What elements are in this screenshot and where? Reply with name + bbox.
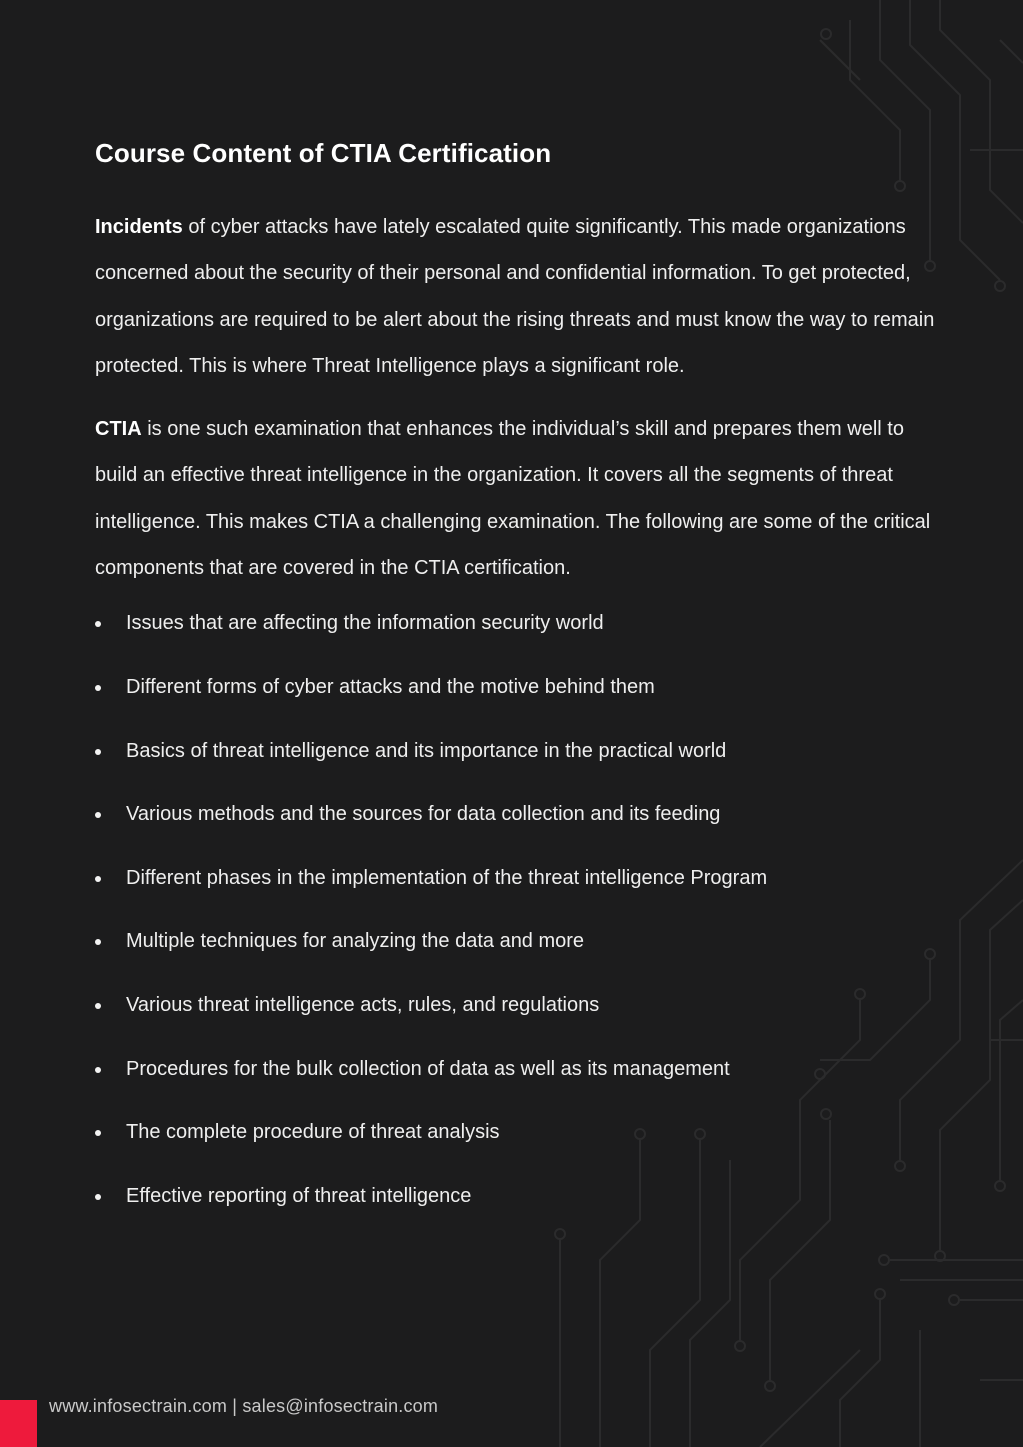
footer-contact-links[interactable]: www.infosectrain.com | sales@infosectrain.com <box>49 1396 439 1416</box>
list-item <box>95 672 935 736</box>
list-item-text: Various threat intelligence acts, rules, and regulations <box>126 993 600 1016</box>
list-item <box>95 736 935 800</box>
bullet-icon <box>95 812 101 818</box>
list-item <box>95 608 935 672</box>
list-item-text: Multiple techniques for analyzing the data and more <box>126 930 585 953</box>
list-item-text: Different forms of cyber attacks and the motive behind them <box>126 675 655 698</box>
paragraph-text: of cyber attacks have lately escalated quite significantly. This made organizations concerned about the security of their personal and confidential information. To get protected, organizations are required to be alert about the rising threats and must know the way to remain protected. This is where Threat Intelligence plays a significant role. <box>95 216 935 377</box>
paragraph-text: is one such examination that enhances the individual’s skill and prepares them well to build an effective threat intelligence in the organization. It covers all the segments of threat intelligence. This makes CTIA a challenging examination. The following are some of the critical components that are covered in the CTIA certification. <box>95 418 931 580</box>
bullet-icon <box>95 939 101 945</box>
intro-paragraph <box>95 204 935 389</box>
bullet-icon <box>95 1194 101 1200</box>
list-item <box>95 863 935 927</box>
list-item-text: Effective reporting of threat intelligence <box>126 1184 472 1207</box>
list-item-text: The complete procedure of threat analysis <box>126 1121 500 1144</box>
bullet-icon <box>95 1003 101 1009</box>
list-item-text: Procedures for the bulk collection of data as well as its management <box>126 1057 730 1080</box>
paragraph-lead-word: Incidents <box>95 216 183 238</box>
course-components-list <box>95 608 935 1244</box>
bullet-icon <box>95 1130 101 1136</box>
bullet-icon <box>95 876 101 882</box>
bullet-icon <box>95 621 101 627</box>
paragraph-lead-word: CTIA <box>95 418 142 441</box>
list-item <box>95 1054 935 1118</box>
page-title: Course Content of CTIA Certification <box>95 138 552 168</box>
bullet-icon <box>95 749 101 755</box>
list-item <box>95 926 935 990</box>
list-item <box>95 1181 935 1245</box>
list-item-text: Basics of threat intelligence and its importance in the practical world <box>126 739 727 762</box>
list-item-text: Issues that are affecting the information security world <box>126 612 604 635</box>
ctia-paragraph <box>95 406 935 591</box>
list-item <box>95 1117 935 1181</box>
list-item-text: Different phases in the implementation of the threat intelligence Program <box>126 866 768 889</box>
bullet-icon <box>95 1067 101 1073</box>
list-item <box>95 990 935 1054</box>
footer-accent-block <box>0 1400 37 1447</box>
list-item-text: Various methods and the sources for data collection and its feeding <box>126 803 721 826</box>
document-body <box>95 132 935 1244</box>
list-item <box>95 799 935 863</box>
bullet-icon <box>95 685 101 691</box>
